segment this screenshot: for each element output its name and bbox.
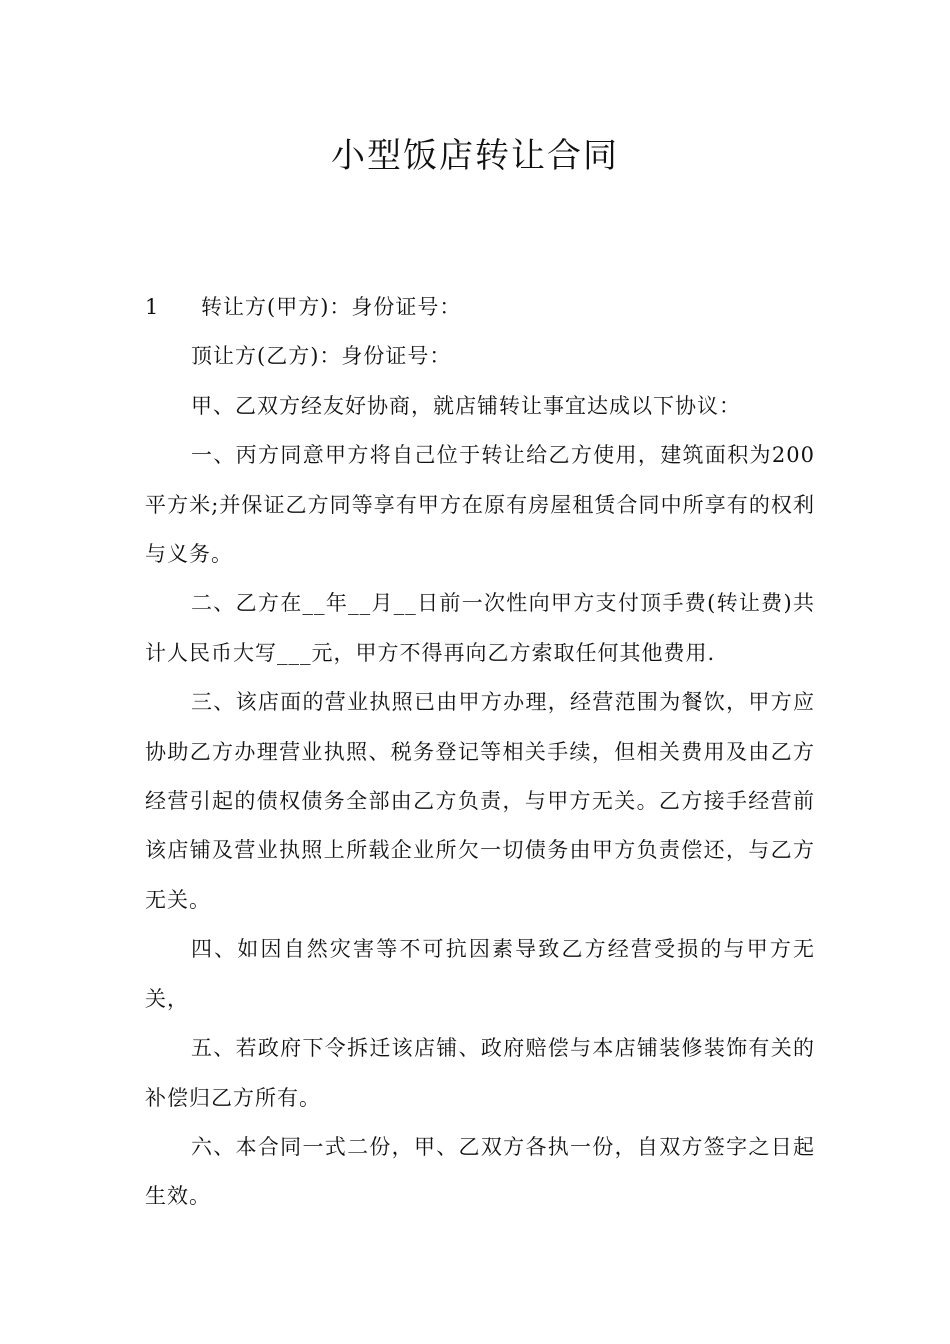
paragraph-intro: 甲、乙双方经友好协商，就店铺转让事宜达成以下协议： — [191, 393, 741, 418]
clause-4: 四、如因自然灾害等不可抗因素导致乙方经营受损的与甲方无关， — [145, 937, 815, 1011]
clause-6: 六、本合同一式二份，甲、乙双方各执一份，自双方签字之日起生效。 — [145, 1134, 815, 1209]
item-number: 1 — [145, 295, 160, 319]
clause-1: 一、丙方同意甲方将自己位于转让给乙方使用，建筑面积为200平方米;并保证乙方同等享有甲方在原有房屋租赁合同中所享有的权利与义务。 — [145, 443, 815, 567]
clause-2: 二、乙方在__年__月__日前一次性向甲方支付顶手费(转让费)共计人民币大写___元，甲方不得再向乙方索取任何其他费用. — [145, 591, 815, 665]
paragraph-text: 转让方(甲方)：身份证号： — [201, 295, 462, 319]
paragraph-transferee: 顶让方(乙方)：身份证号： — [191, 344, 452, 369]
document-title: 小型饭店转让合同 — [331, 136, 619, 176]
clause-3: 三、该店面的营业执照已由甲方办理，经营范围为餐饮，甲方应协助乙方办理营业执照、税务登记等相关手续，但相关费用及由乙方经营引起的债权债务全部由乙方负责，与甲方无关。乙方接手经营前该店铺及营业执照上所载企业所欠一切债务由甲方负责偿还，与乙方无关。 — [145, 690, 815, 912]
document-body — [145, 283, 815, 1222]
clause-5: 五、若政府下令拆迁该店铺、政府赔偿与本店铺装修装饰有关的补偿归乙方所有。 — [145, 1036, 815, 1110]
paragraph-transferor — [145, 283, 815, 332]
